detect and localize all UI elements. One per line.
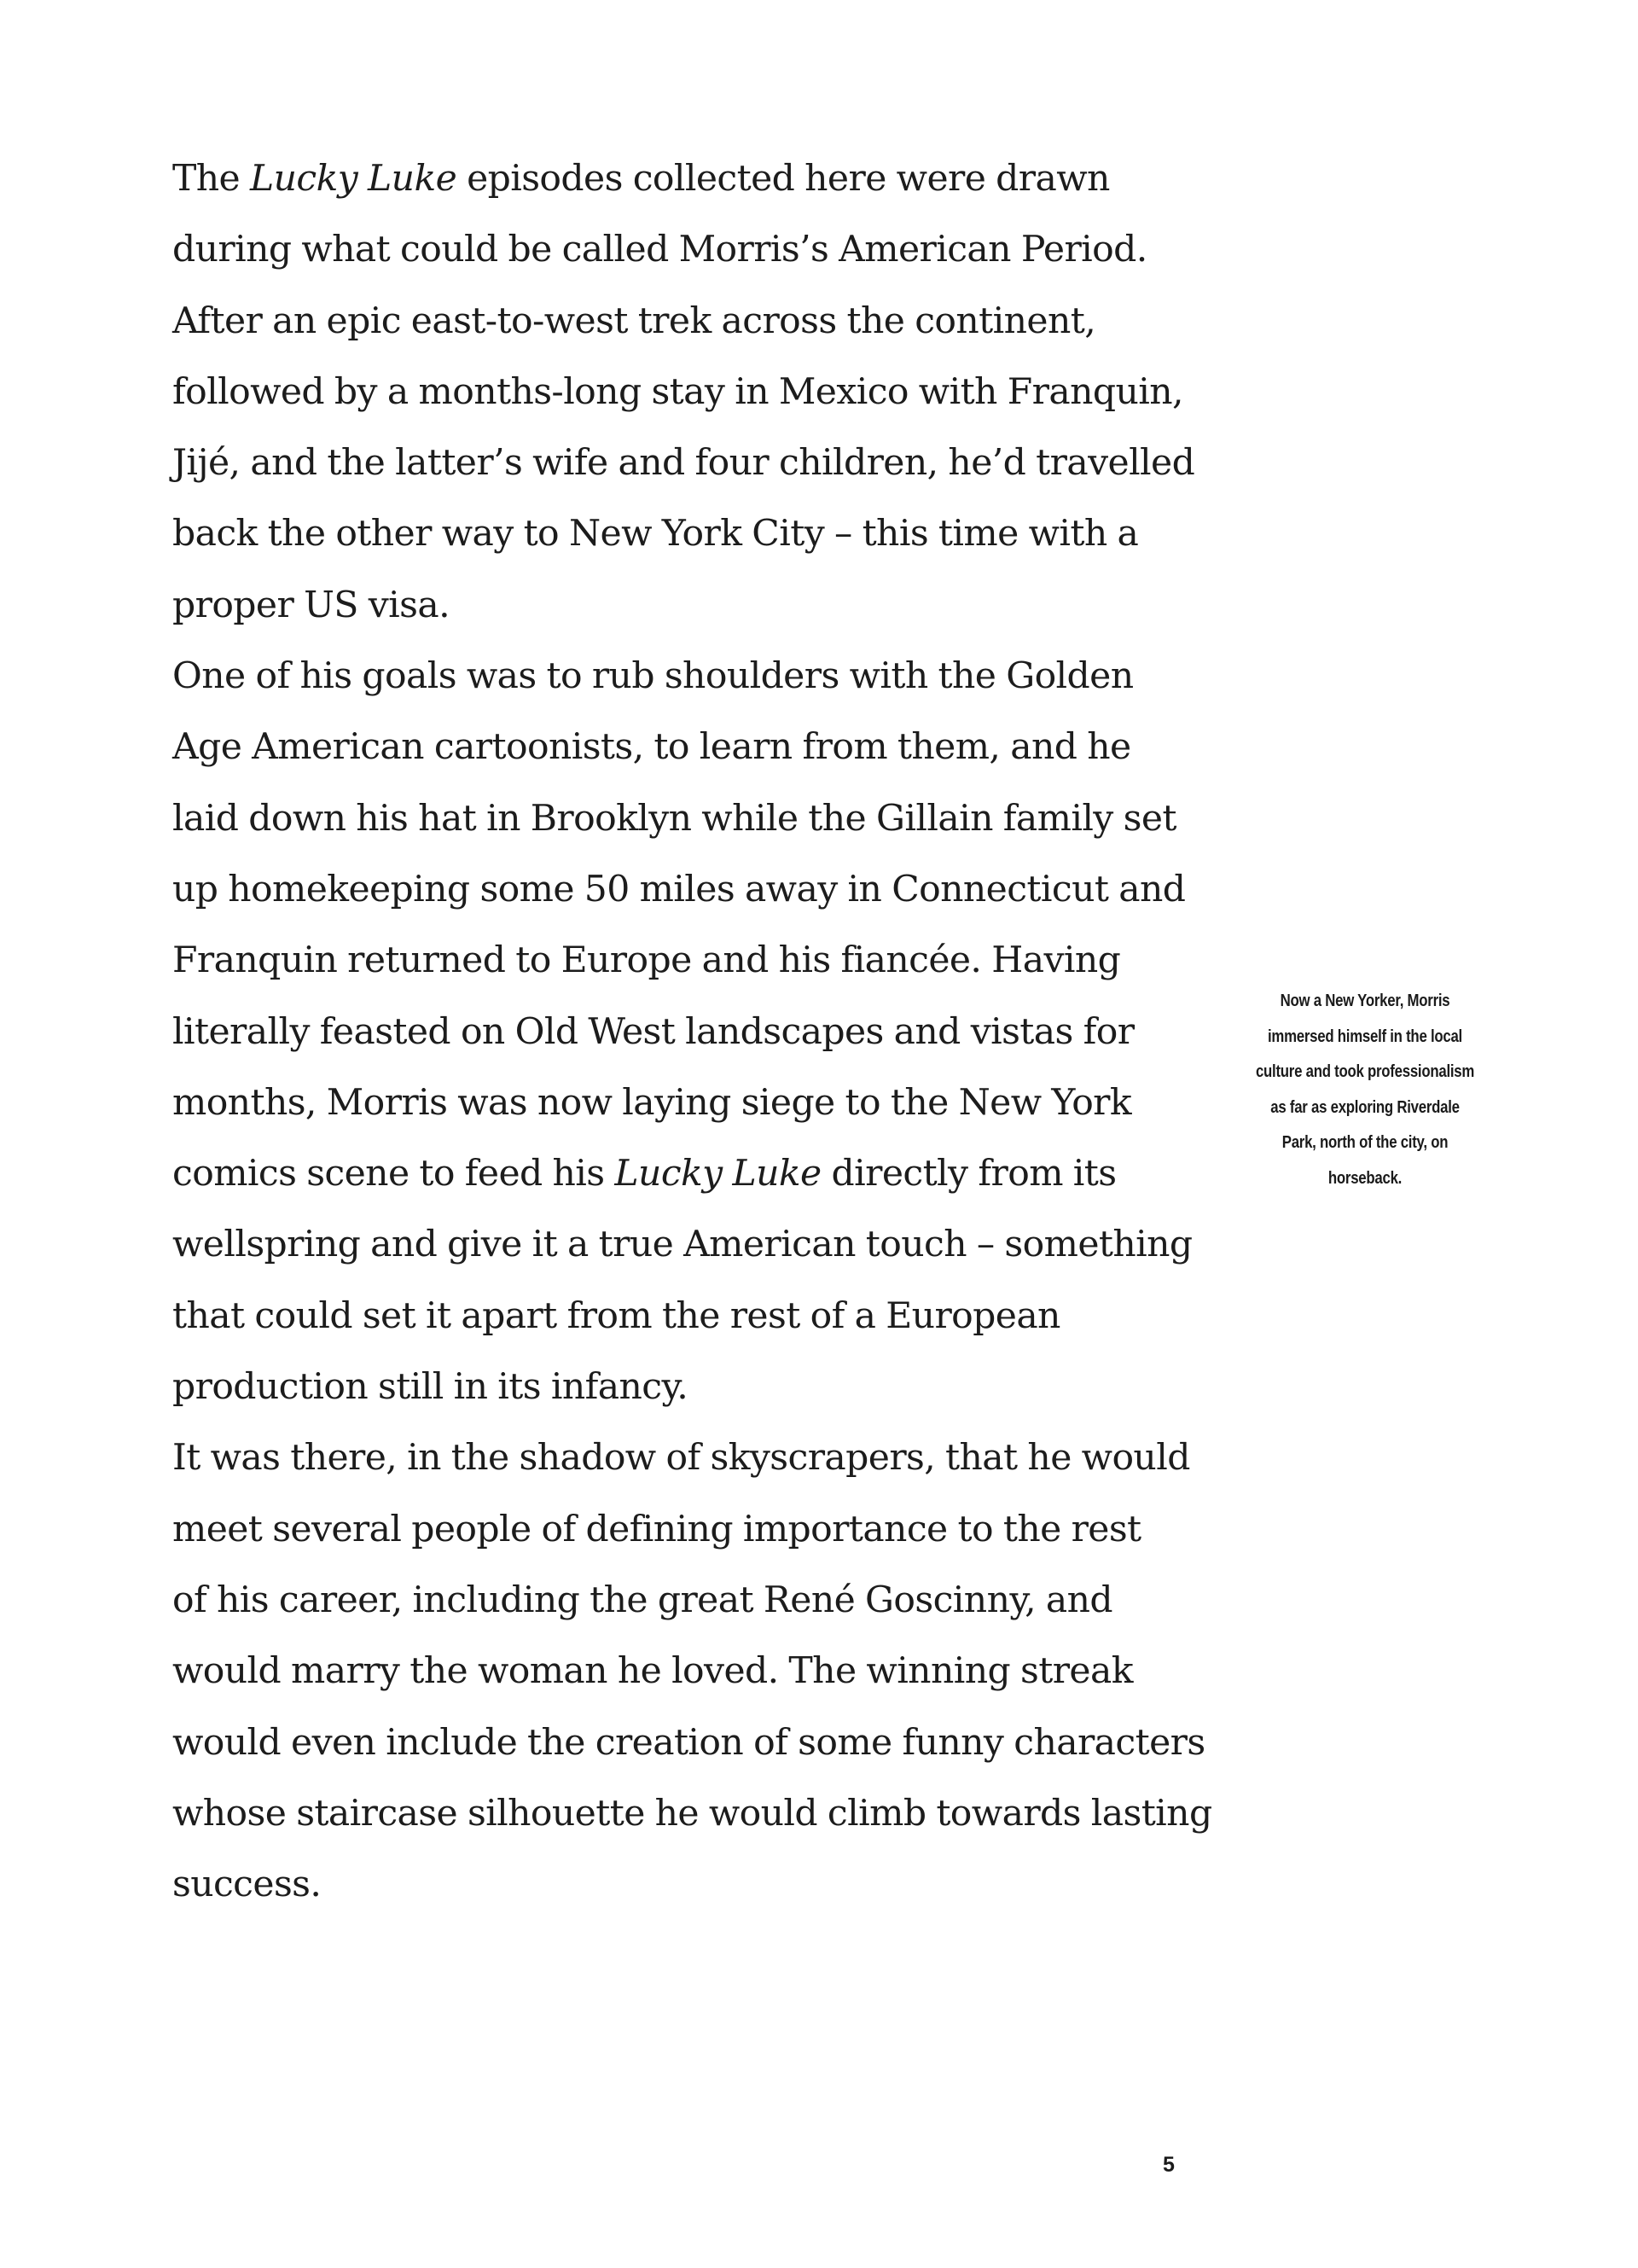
text-line: Jijé, and the latter’s wife and four children, he’d travelled xyxy=(172,442,1195,485)
paragraph-1 xyxy=(172,143,1230,641)
text-line: production still in its infancy. xyxy=(172,1366,688,1409)
text-line: up homekeeping some 50 miles away in Connecticut and xyxy=(172,868,1186,910)
text-line: proper US visa. xyxy=(172,584,450,626)
text-line: followed by a months-long stay in Mexico with Franquin, xyxy=(172,370,1183,413)
page-number: 5 xyxy=(1163,2153,1175,2177)
text-line: would marry the woman he loved. The winning streak xyxy=(172,1650,1133,1693)
text-line: back the other way to New York City – this time with a xyxy=(172,513,1139,555)
paragraph-3 xyxy=(172,1422,1230,1920)
text-line: Franquin returned to Europe and his fiancée. Having xyxy=(172,939,1121,982)
caption-line: Park, north of the city, on xyxy=(1281,1133,1449,1152)
text-line: wellspring and give it a true American touch – something xyxy=(172,1224,1193,1266)
paragraph-2 xyxy=(172,641,1230,1422)
caption-line: culture and took professionalism xyxy=(1255,1062,1475,1081)
text-line: during what could be called Morris’s American Period. xyxy=(172,229,1147,271)
text-line: After an epic east-to-west trek across the continent, xyxy=(172,299,1096,342)
text-line: Age American cartoonists, to learn from them, and he xyxy=(172,726,1131,769)
caption-line: as far as exploring Riverdale xyxy=(1270,1097,1460,1117)
text-line: whose staircase silhouette he would climb towards lasting xyxy=(172,1792,1212,1835)
italic-title: Lucky Luke xyxy=(249,158,457,200)
text-line: comics scene to feed his Lucky Luke directly from its xyxy=(172,1153,1117,1195)
caption-line: Now a New Yorker, Morris xyxy=(1280,992,1450,1010)
main-text-column xyxy=(172,143,1230,1920)
caption-line: horseback. xyxy=(1327,1168,1403,1188)
text-line: One of his goals was to rub shoulders with the Golden xyxy=(172,655,1134,698)
sidebar-caption xyxy=(1236,984,1494,1196)
text-line: literally feasted on Old West landscapes and vistas for xyxy=(172,1010,1135,1053)
text-line: months, Morris was now laying siege to the New York xyxy=(172,1081,1132,1124)
text-line: laid down his hat in Brooklyn while the Gillain family set xyxy=(172,797,1176,840)
italic-title: Lucky Luke xyxy=(614,1153,822,1195)
text-line: meet several people of defining importance to the rest xyxy=(172,1508,1141,1550)
text-line: It was there, in the shadow of skyscrapers, that he would xyxy=(172,1437,1190,1480)
text-line: success. xyxy=(172,1864,322,1906)
text-line: would even include the creation of some funny characters xyxy=(172,1721,1205,1764)
caption-line: immersed himself in the local xyxy=(1268,1026,1462,1046)
text-line: The Lucky Luke episodes collected here were drawn xyxy=(172,158,1110,200)
text-line: that could set it apart from the rest of a European xyxy=(172,1294,1060,1337)
text-line: of his career, including the great René Goscinny, and xyxy=(172,1579,1113,1621)
